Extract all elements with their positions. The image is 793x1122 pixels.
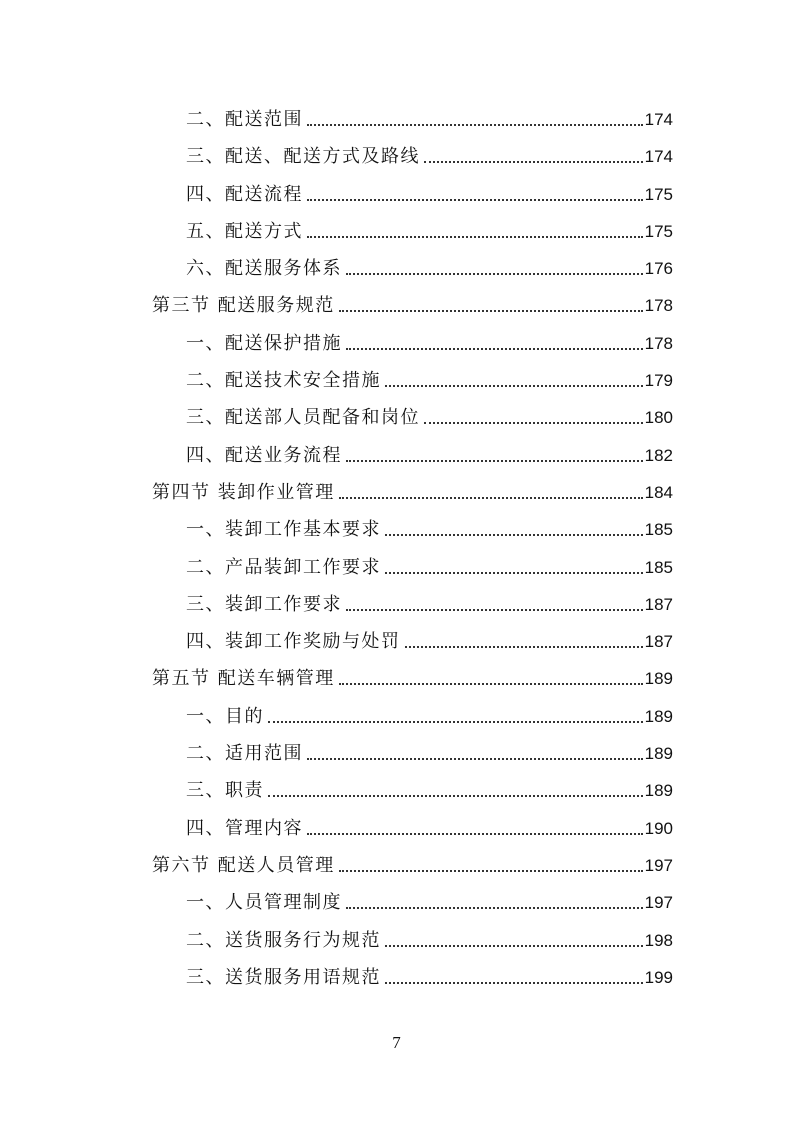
toc-entry[interactable] (0, 771, 793, 808)
toc-entry[interactable] (0, 697, 793, 734)
toc-entry-title: 四、装卸工作奖励与处罚 (186, 631, 401, 653)
toc-entry-page: 180 (644, 408, 673, 428)
toc-entry-page: 178 (644, 333, 673, 353)
toc-entry-title: 四、配送流程 (186, 183, 303, 205)
toc-entry-page: 178 (644, 296, 673, 316)
toc-entry-title: 二、适用范围 (186, 743, 303, 765)
toc-entry-title: 一、人员管理制度 (186, 892, 342, 914)
toc-entry[interactable] (0, 958, 793, 995)
toc-entry[interactable] (0, 622, 793, 659)
toc-entry[interactable] (0, 585, 793, 622)
toc-entry-page: 185 (644, 557, 673, 577)
toc-entry-page: 189 (644, 744, 673, 764)
toc-entry-title: 第六节 配送人员管理 (152, 854, 335, 876)
toc-entry-page: 185 (644, 520, 673, 540)
toc-entry[interactable] (0, 361, 793, 398)
toc-entry-page: 179 (644, 371, 673, 391)
toc-dot-leader (385, 572, 643, 574)
toc-dot-leader (385, 385, 643, 387)
toc-dot-leader (346, 348, 643, 350)
toc-entry[interactable] (0, 436, 793, 473)
toc-entry-title: 五、配送方式 (186, 220, 303, 242)
toc-entry-page: 187 (644, 594, 673, 614)
toc-dot-leader (424, 161, 643, 163)
toc-dot-leader (307, 758, 643, 760)
toc-entry[interactable] (0, 100, 793, 137)
toc-dot-leader (307, 236, 643, 238)
toc-dot-leader (346, 460, 643, 462)
toc-entry-title: 三、职责 (186, 780, 264, 802)
toc-entry-title: 第三节 配送服务规范 (152, 295, 335, 317)
toc-entry-page: 198 (644, 930, 673, 950)
toc-entry-title: 四、配送业务流程 (186, 444, 342, 466)
toc-entry[interactable] (0, 249, 793, 286)
toc-entry[interactable] (0, 398, 793, 435)
toc-entry-page: 182 (644, 445, 673, 465)
toc-entry-title: 三、配送部人员配备和岗位 (186, 407, 420, 429)
toc-entry[interactable] (0, 324, 793, 361)
toc-entry-page: 189 (644, 781, 673, 801)
toc-entry-title: 一、配送保护措施 (186, 332, 342, 354)
toc-dot-leader (268, 721, 643, 723)
toc-dot-leader (346, 907, 643, 909)
toc-entry-page: 197 (644, 855, 673, 875)
toc-entry[interactable] (0, 212, 793, 249)
toc-entry[interactable] (0, 809, 793, 846)
toc-entry-title: 第五节 配送车辆管理 (152, 668, 335, 690)
toc-dot-leader (339, 497, 643, 499)
toc-entry-page: 175 (644, 221, 673, 241)
toc-dot-leader (385, 945, 643, 947)
toc-dot-leader (385, 534, 643, 536)
toc-dot-leader (339, 310, 643, 312)
toc-entry-page: 189 (644, 706, 673, 726)
toc-entry-title: 二、配送技术安全措施 (186, 370, 381, 392)
toc-entry[interactable] (0, 175, 793, 212)
toc-entry-page: 175 (644, 184, 673, 204)
toc-entry-title: 一、目的 (186, 705, 264, 727)
toc-dot-leader (385, 982, 643, 984)
toc-entry-page: 184 (644, 482, 673, 502)
toc-entry-page: 176 (644, 259, 673, 279)
toc-entry-title: 二、送货服务行为规范 (186, 929, 381, 951)
toc-dot-leader (307, 199, 643, 201)
toc-dot-leader (268, 795, 643, 797)
toc-entry-title: 三、配送、配送方式及路线 (186, 146, 420, 168)
toc-dot-leader (339, 683, 643, 685)
toc-entry[interactable] (0, 883, 793, 920)
toc-section-entry[interactable] (0, 659, 793, 696)
table-of-contents (0, 100, 793, 995)
toc-entry[interactable] (0, 548, 793, 585)
toc-entry-title: 第四节 装卸作业管理 (152, 481, 335, 503)
toc-entry[interactable] (0, 137, 793, 174)
page-number: 7 (392, 1033, 401, 1052)
toc-entry-page: 197 (644, 893, 673, 913)
toc-entry-title: 三、装卸工作要求 (186, 593, 342, 615)
toc-entry-page: 190 (644, 818, 673, 838)
toc-entry[interactable] (0, 734, 793, 771)
toc-entry-page: 174 (644, 110, 673, 129)
toc-entry-page: 174 (644, 147, 673, 167)
toc-entry[interactable] (0, 510, 793, 547)
toc-dot-leader (424, 422, 643, 424)
toc-entry-page: 189 (644, 669, 673, 689)
toc-entry-page: 187 (644, 632, 673, 652)
toc-entry-title: 三、送货服务用语规范 (186, 966, 381, 988)
toc-entry-title: 六、配送服务体系 (186, 258, 342, 280)
toc-entry[interactable] (0, 921, 793, 958)
toc-entry-title: 二、配送范围 (186, 109, 303, 130)
toc-entry-title: 二、产品装卸工作要求 (186, 556, 381, 578)
toc-section-entry[interactable] (0, 286, 793, 323)
toc-dot-leader (307, 833, 643, 835)
toc-entry-page: 199 (644, 967, 673, 987)
toc-dot-leader (346, 609, 643, 611)
toc-dot-leader (346, 273, 643, 275)
toc-entry-title: 一、装卸工作基本要求 (186, 519, 381, 541)
toc-dot-leader (405, 646, 643, 648)
toc-dot-leader (339, 870, 643, 872)
toc-section-entry[interactable] (0, 473, 793, 510)
toc-dot-leader (307, 124, 643, 126)
toc-section-entry[interactable] (0, 846, 793, 883)
toc-entry-title: 四、管理内容 (186, 817, 303, 839)
